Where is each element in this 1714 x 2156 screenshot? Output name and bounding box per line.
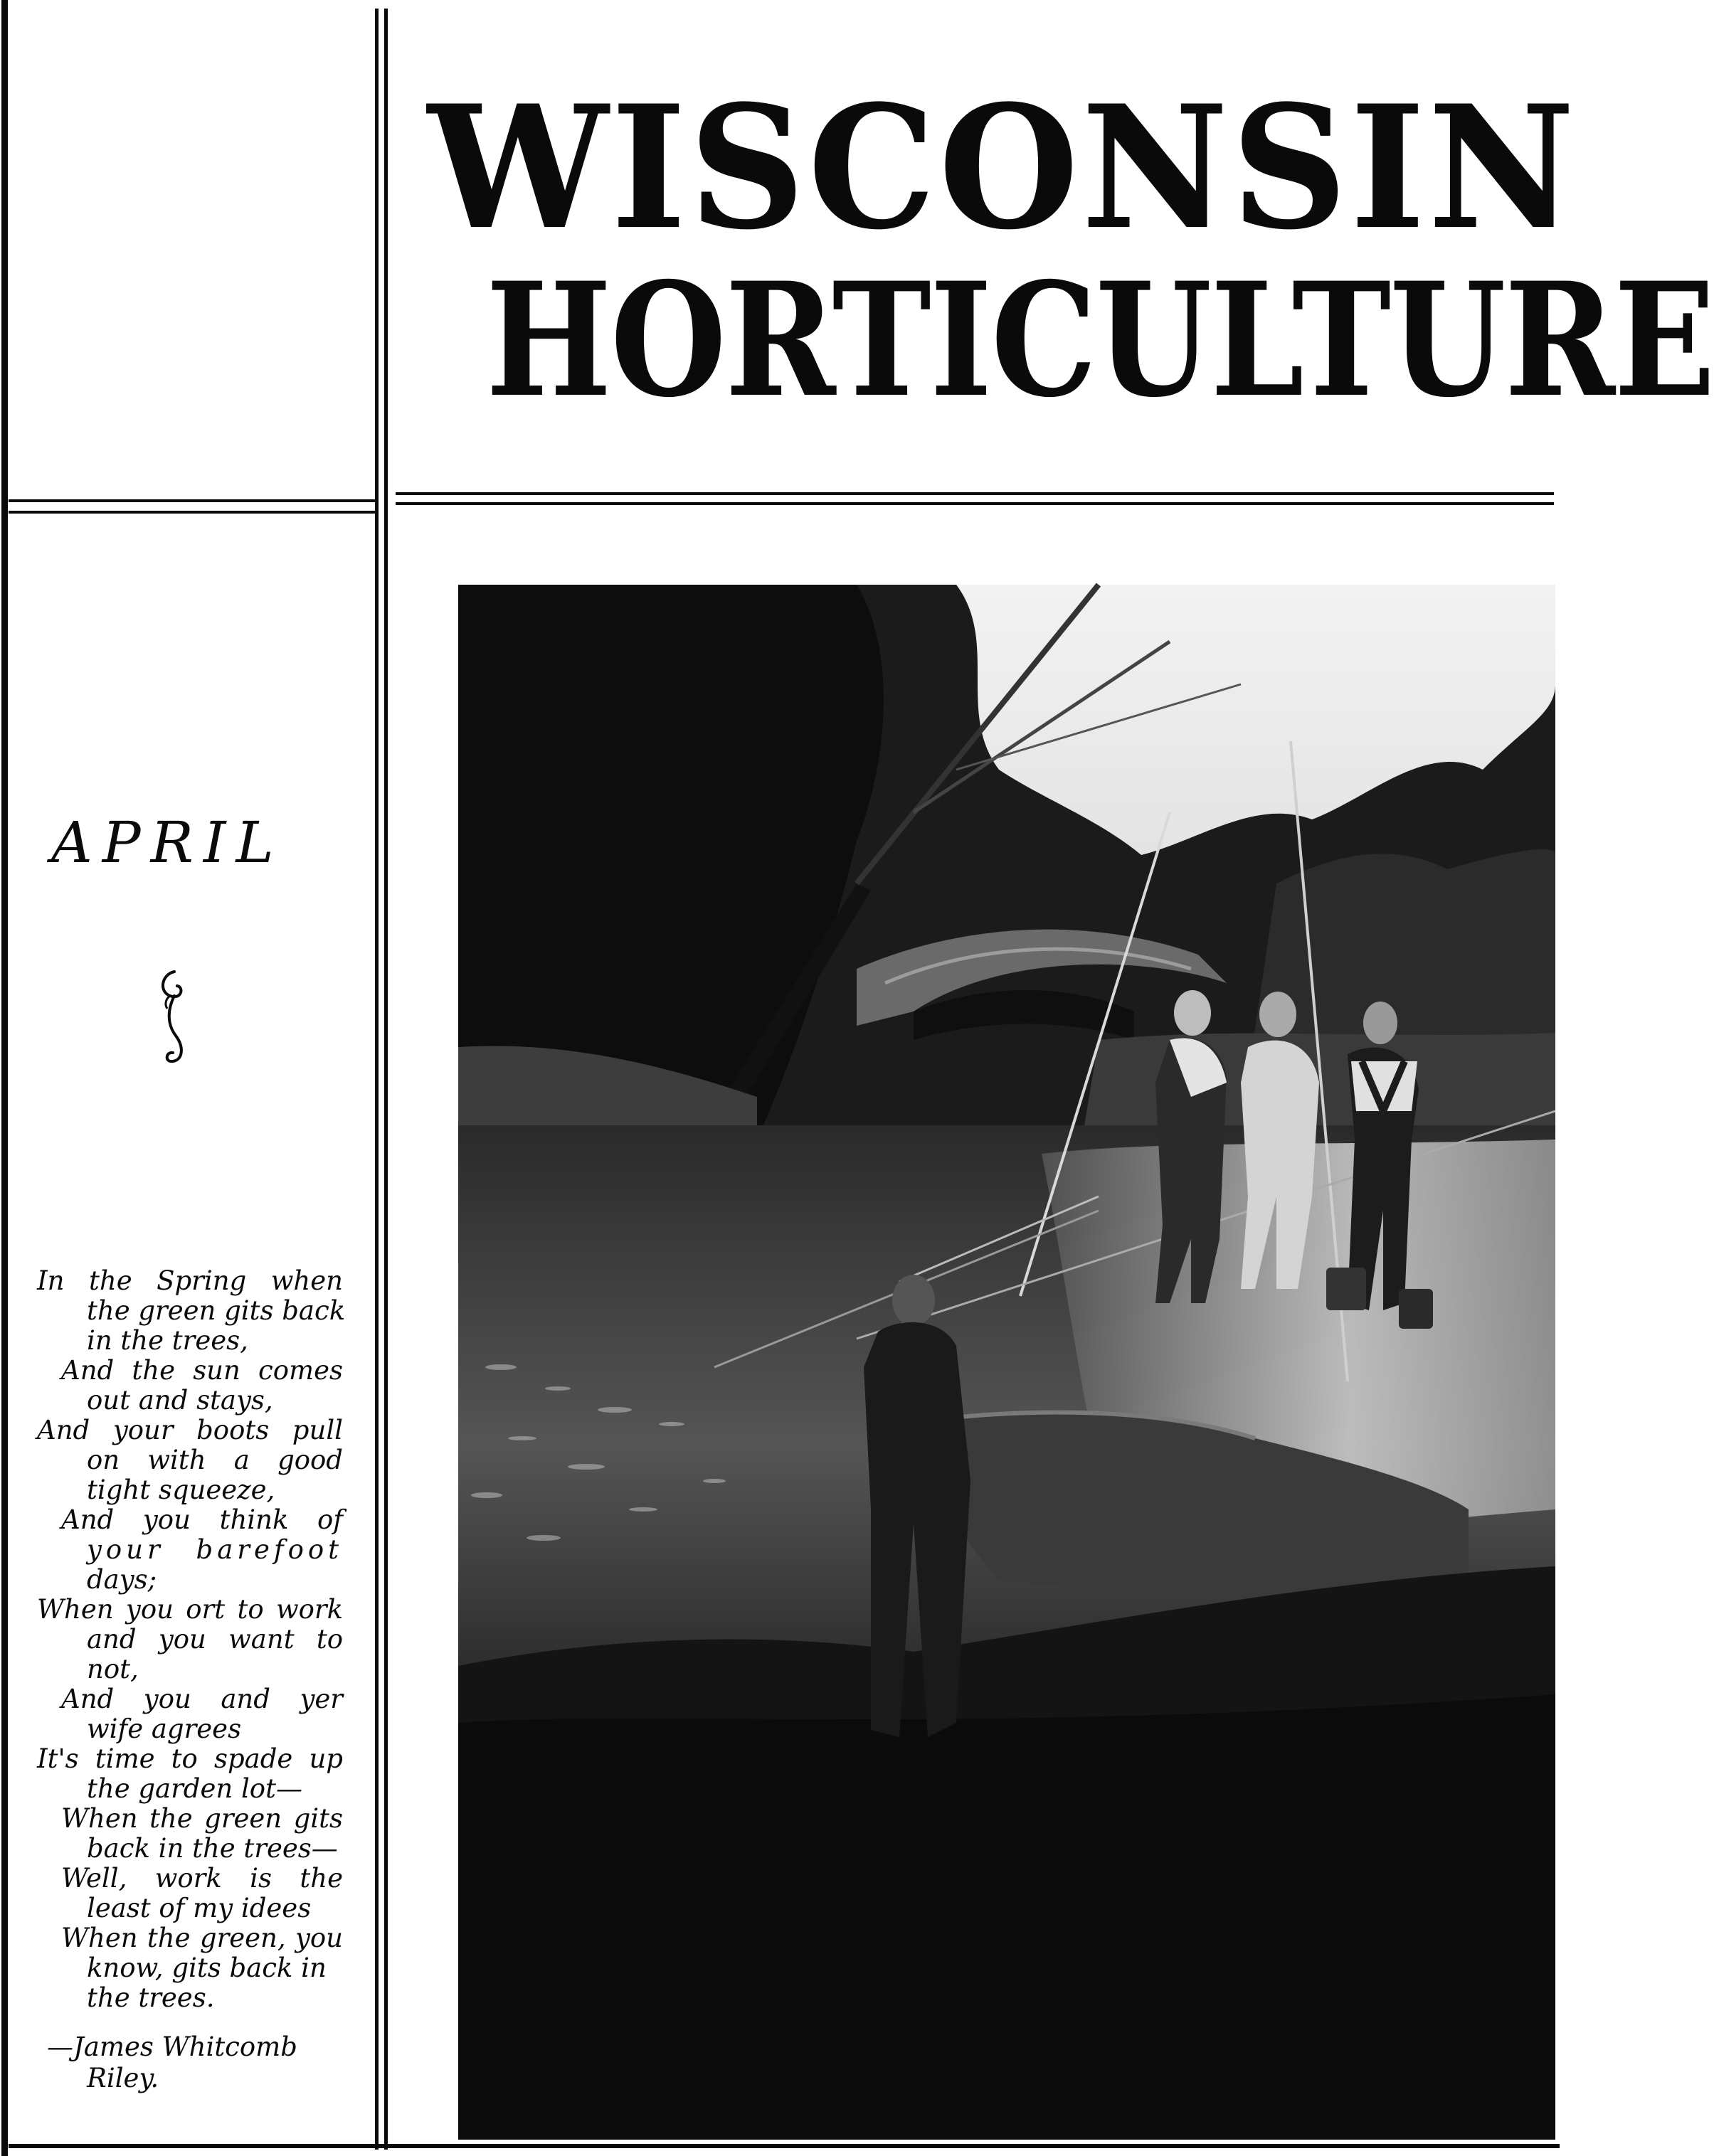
sidebar-top-rule-b [9, 511, 379, 514]
poem-line: It's time to spade up [37, 1743, 343, 1774]
left-edge-rule [1, 0, 8, 2156]
poem-line: the green gits back [87, 1295, 346, 1326]
poem-line: least of my idees [87, 1893, 312, 1923]
poem-line: wife agrees [87, 1714, 242, 1744]
masthead-title-line2: HORTICULTURE [486, 248, 1714, 432]
poem-author-line2: Riley. [87, 2063, 159, 2093]
poem-line: When the green, you [61, 1923, 343, 1953]
masthead-rule-b [396, 502, 1554, 505]
cover-photograph [458, 585, 1555, 2140]
poem-line: And you think of [61, 1504, 343, 1535]
poem-line: your barefoot [87, 1534, 343, 1565]
photograph-illustration [458, 585, 1555, 2140]
column-divider-rule-a [375, 9, 379, 2150]
poem-line: not, [87, 1654, 139, 1684]
poem-line: out and stays, [87, 1385, 273, 1416]
issue-month: APRIL [51, 809, 284, 876]
masthead-rule-a [396, 492, 1554, 495]
poem-line: on with a good [87, 1445, 343, 1475]
poem-line: the garden lot— [87, 1773, 302, 1804]
masthead-title-line1: WISCONSIN [428, 69, 1578, 267]
decorative-flourish-icon [146, 967, 203, 1067]
column-divider-rule-b [384, 9, 388, 2150]
poem-line: days; [87, 1564, 157, 1595]
poem-line: And you and yer [61, 1684, 343, 1714]
sidebar-top-rule-a [9, 499, 379, 502]
bottom-rule [9, 2144, 1560, 2148]
poem-line: and you want to [87, 1624, 343, 1655]
poem-line: back in the trees— [87, 1833, 338, 1864]
poem-line: Well, work is the [61, 1863, 343, 1894]
poem-line: tight squeeze, [87, 1475, 275, 1505]
poem-line: And your boots pull [37, 1415, 343, 1445]
poem-author-line1: —James Whitcomb [47, 2032, 297, 2062]
poem-line: When you ort to work [37, 1594, 343, 1625]
poem-line: know, gits back in [87, 1953, 327, 1983]
poem-line: In the Spring when [37, 1265, 343, 1296]
poem-line: When the green gits [61, 1803, 343, 1834]
poem-line: in the trees, [87, 1325, 248, 1356]
poem-line: the trees. [87, 1982, 215, 2013]
poem-line: And the sun comes [61, 1355, 343, 1386]
